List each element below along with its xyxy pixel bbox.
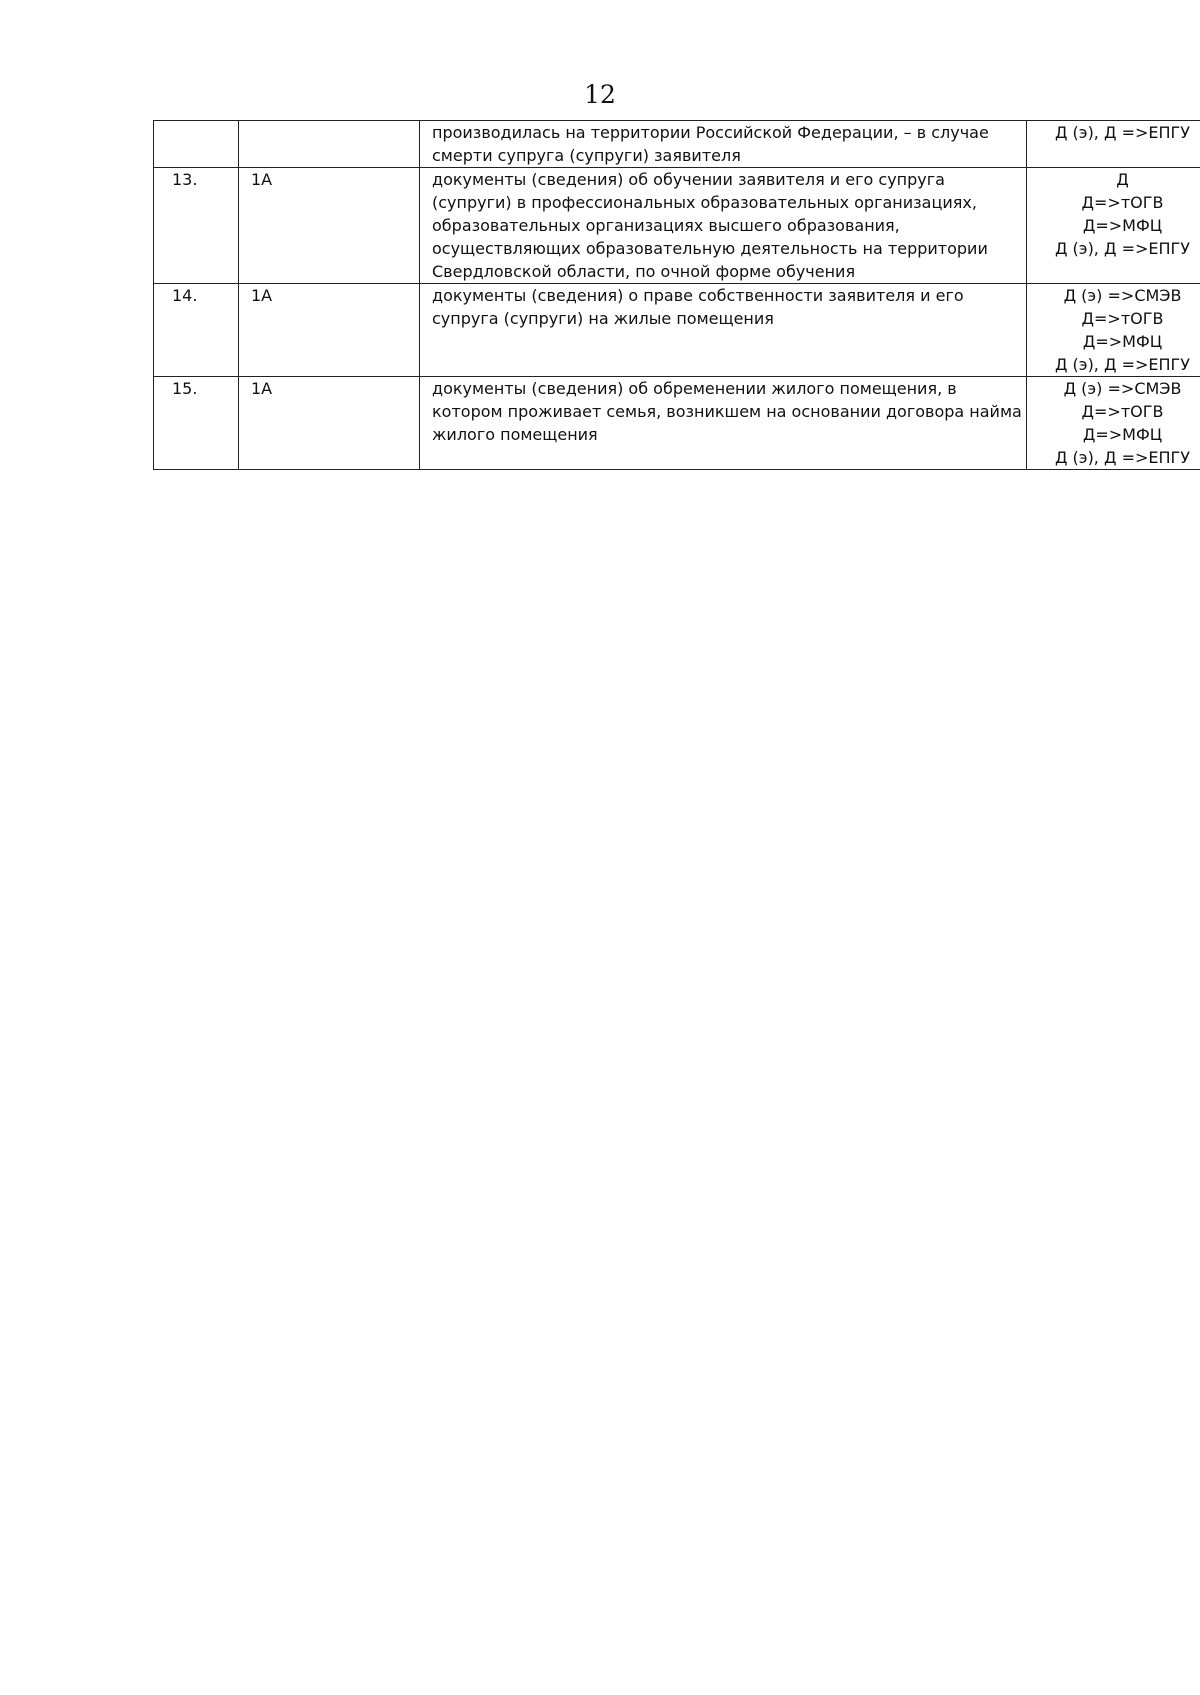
row-description-cell: производилась на территории Российской Федерации, – в случае смерти супруга (супруги) заявителя: [420, 121, 1027, 168]
source-line: Д=>тОГВ: [1081, 193, 1164, 212]
source-line: Д (э), Д =>ЕПГУ: [1054, 355, 1191, 374]
row-description-cell: документы (сведения) о праве собственности заявителя и его супруга (супруги) на жилые помещения: [420, 284, 1027, 377]
row-number-cell: 13.: [154, 168, 239, 284]
source-line: Д=>МФЦ: [1082, 425, 1163, 444]
row-category-cell: 1А: [239, 168, 420, 284]
row-sources-cell: [1027, 284, 1200, 377]
table-row: [154, 168, 1200, 284]
source-line: Д (э) =>СМЭВ: [1063, 379, 1182, 398]
row-category-cell: 1А: [239, 377, 420, 470]
row-number-cell: 14.: [154, 284, 239, 377]
table-row: [154, 377, 1200, 470]
row-description-cell: документы (сведения) об обременении жилого помещения, в котором проживает семья, возникшем на основании договора найма жилого помещения: [420, 377, 1027, 470]
source-line: Д (э) =>СМЭВ: [1063, 286, 1182, 305]
table-row: [154, 121, 1200, 168]
row-number-cell: 15.: [154, 377, 239, 470]
row-sources-cell: [1027, 121, 1200, 168]
source-line: Д (э), Д =>ЕПГУ: [1054, 448, 1191, 467]
source-line: Д (э), Д =>ЕПГУ: [1054, 123, 1191, 142]
table-row: [154, 284, 1200, 377]
page-number: 12: [584, 80, 616, 109]
source-line: Д=>тОГВ: [1081, 402, 1164, 421]
row-number-cell: [154, 121, 239, 168]
row-sources-cell: [1027, 377, 1200, 470]
row-description-cell: документы (сведения) об обучении заявителя и его супруга (супруги) в профессиональных образовательных организациях, образовательных организациях высшего образования, осуществляющих образовательную деятельность на территории Свердловской области, по очной форме обучения: [420, 168, 1027, 284]
source-line: Д=>МФЦ: [1082, 216, 1163, 235]
source-line: Д (э), Д =>ЕПГУ: [1054, 239, 1191, 258]
source-line: Д=>МФЦ: [1082, 332, 1163, 351]
documents-table: [153, 120, 1200, 470]
source-line: Д=>тОГВ: [1081, 309, 1164, 328]
row-sources-cell: [1027, 168, 1200, 284]
row-category-cell: 1А: [239, 284, 420, 377]
source-line: Д: [1116, 170, 1129, 189]
row-category-cell: [239, 121, 420, 168]
